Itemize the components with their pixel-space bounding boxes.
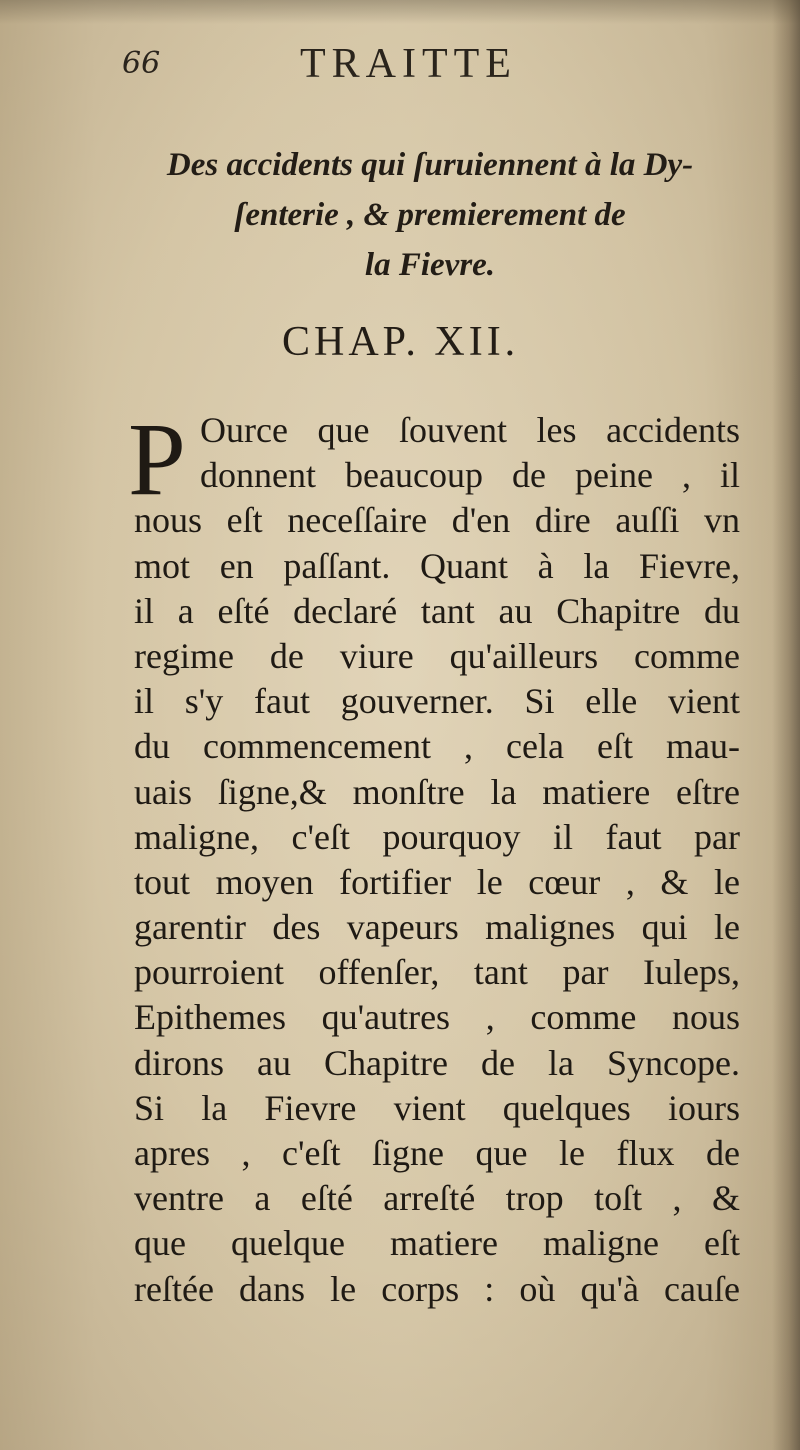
text-line: mot en paſſant. Quant à la Fievre,: [134, 545, 740, 586]
section-title: [110, 140, 750, 290]
text-line: ventre a eſté arreſté trop toſt , &: [134, 1178, 740, 1219]
chapter-heading: CHAP. XII.: [282, 319, 520, 365]
text-line: dirons au Chapitre de la Syncope.: [134, 1042, 740, 1083]
running-title: TRAITTE: [300, 41, 517, 87]
text-line: Si la Fievre vient quelques iours: [134, 1087, 740, 1128]
text-line: donnent beaucoup de peine , il: [200, 455, 740, 496]
page-number: 66: [122, 46, 161, 81]
text-line: apres , c'eſt ſigne que le flux de: [134, 1133, 740, 1173]
text-line: Ource que ſouvent les accidents: [200, 410, 740, 450]
text-line: nous eſt neceſſaire d'en dire auſſi vn: [134, 500, 740, 541]
text-line: que quelque matiere maligne eſt: [134, 1223, 740, 1264]
text-line: maligne, c'eſt pourquoy il faut par: [134, 816, 740, 857]
text-line: regime de viure qu'ailleurs comme: [134, 635, 740, 676]
body-text: [134, 408, 740, 1312]
text-line: il a eſté declaré tant au Chapitre du: [134, 590, 740, 631]
text-line: il s'y faut gouverner. Si elle vient: [134, 681, 740, 722]
section-title-line: ſenterie , & premierement de: [234, 197, 626, 233]
text-line: tout moyen fortifier le cœur , & le: [134, 861, 740, 902]
drop-cap: P: [128, 402, 186, 517]
text-line: garentir des vapeurs malignes qui le: [134, 907, 740, 948]
text-line: du commencement , cela eſt mau-: [134, 726, 740, 767]
text-line: reſtée dans le corps : où qu'à cauſe: [134, 1268, 740, 1309]
text-line: pourroient offenſer, tant par Iuleps,: [134, 952, 740, 993]
section-title-line: la Fievre.: [364, 247, 496, 283]
section-title-line: Des accidents qui ſuruiennent à la Dy-: [166, 147, 694, 183]
text-line: Epithemes qu'autres , comme nous: [134, 997, 740, 1038]
text-line: uais ſigne,& monſtre la matiere eſtre: [134, 771, 740, 812]
